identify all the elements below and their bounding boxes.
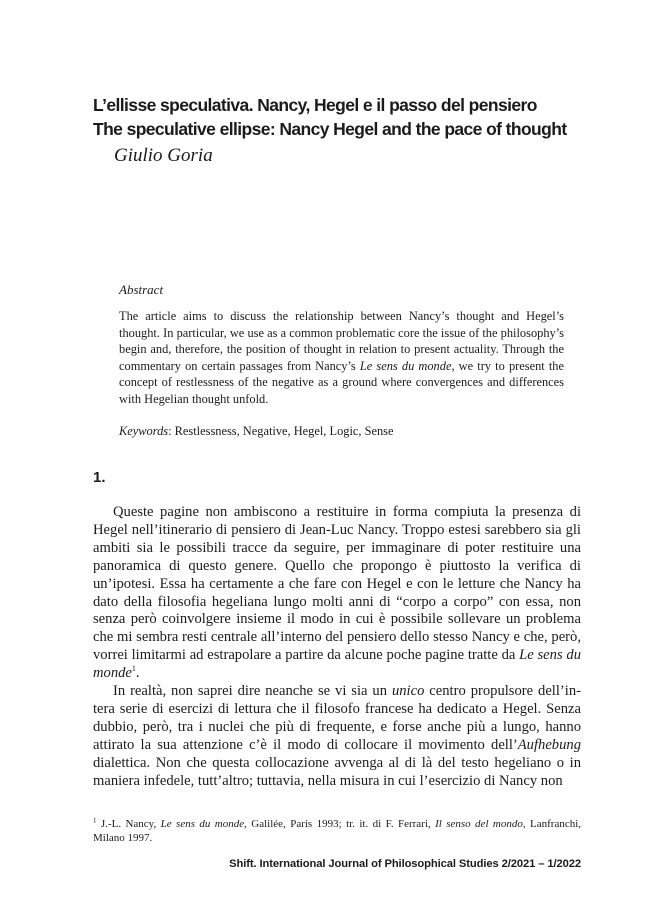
keywords-list: : Restlessness, Negative, Hegel, Logic, Sense bbox=[168, 424, 394, 438]
footnote-number: 1 bbox=[93, 816, 97, 825]
section-number: 1. bbox=[93, 469, 106, 486]
abstract-text: The article aims to discuss the relationship between Nancy’s thought and Hegel’s thought. In particular, we use as a common problematic core the issue of the philosophy’s begin and, therefore, the position of thought in relation to present actuality. Through the commentary on certain passages from Nancy’s Le sens du monde, we try to present the concept of restlessness of the negative as a ground where convergences and differences with Hegelian thought unfold. bbox=[119, 309, 564, 406]
title-italian: L’ellisse speculativa. Nancy, Hegel e il passo del pensiero bbox=[93, 95, 537, 115]
keywords-label: Keywords bbox=[119, 424, 169, 438]
footnote-title-2: Il senso del mondo bbox=[435, 818, 523, 830]
keywords-line bbox=[119, 423, 394, 439]
abstract-heading: Abstract bbox=[119, 282, 164, 297]
author-name: Giulio Goria bbox=[114, 145, 213, 166]
cited-title: Le sens du monde bbox=[93, 647, 581, 682]
abstract-cited-title: Le sens du monde bbox=[359, 358, 452, 373]
footnote-ref: 1 bbox=[131, 664, 136, 674]
emphasis-unico: unico bbox=[391, 683, 425, 700]
title-english: The speculative ellipse: Nancy Hegel and the pace of thought bbox=[93, 119, 567, 139]
paragraph-1: Queste pagine non ambiscono a restituire in forma compiuta la presenza di Hegel nell’itinerario di pensiero di Jean-Luc Nancy. Troppo estesi sarebbero sia gli ambiti sia le possibili tracce da seguire, per immaginare di poter restituire una panoramica di questo genere. Quello che propongo è piuttosto la verifica di un’ipotesi. Essa ha certamente a che fare con Hegel e con le letture che Nancy ha dato della filosofia hegeliana lungo molti anni di “corpo a corpo” con essa, non senza però coinvolgere insieme il modo in cui è possibile sollevare un problema che mi sembra resti centrale all’interno del pensiero dello stesso Nancy e che, però, vorrei limitarmi ad estrapolare a partire da alcune poche pagine tratte da Le sens du monde$^1$. bbox=[93, 504, 581, 682]
journal-footer: Shift. International Journal of Philosophical Studies 2/2021 – 1/2022 bbox=[229, 858, 581, 870]
emphasis-aufhebung: Aufhebung bbox=[517, 736, 581, 753]
footnote-title-1: Le sens du monde bbox=[160, 818, 245, 830]
body-text bbox=[93, 504, 581, 791]
paragraph-2: In realtà, non saprei dire neanche se vi sia un unico centro propulsore dell’intera serie di esercizi di lettura che il filosofo francese ha dedicato a Hegel. Senza dubbio, però, tra i nuclei che più di frequente, e forse anche più a lungo, hanno attirato la sua attenzione c’è il modo di collocare il movimento dell’Aufhebung dialettica. Non che questa collocazione avvenga al di là del testo hegeliano o in maniera infedele, tutt’altro; tuttavia, nella misura in cui l’esercizio di Nancy non bbox=[93, 683, 581, 789]
footnote: $^1$ J.-L. Nancy, Le sens du monde, Galilée, Paris 1993; tr. it. di F. Ferrari, Il senso del mondo, Lanfranchi, Milano 1997. bbox=[93, 816, 582, 844]
